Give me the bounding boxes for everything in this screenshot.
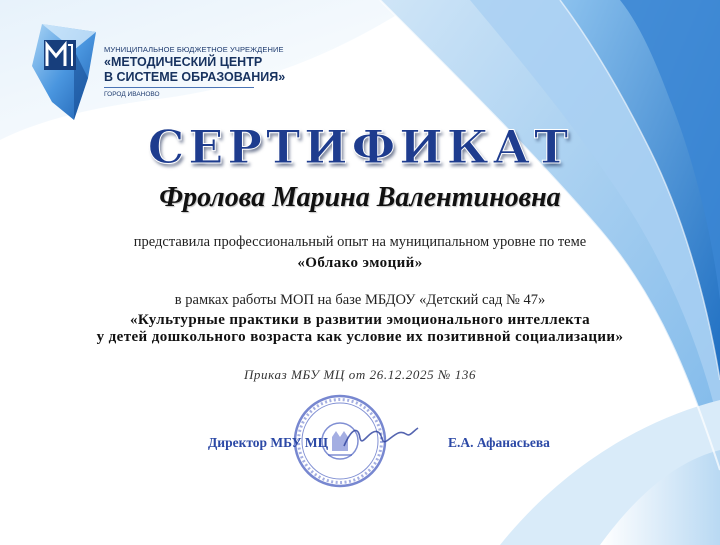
certificate-title: СЕРТИФИКАТ <box>147 120 573 174</box>
director-name: Е.А. Афанасьева <box>448 435 550 450</box>
organization-line-2: «МЕТОДИЧЕСКИЙ ЦЕНТР <box>104 55 263 69</box>
organization-divider <box>104 87 254 88</box>
presented-text: представила профессиональный опыт на муниципальном уровне по теме <box>133 234 587 250</box>
organization-line-1: МУНИЦИПАЛЬНОЕ БЮДЖЕТНОЕ УЧРЕЖДЕНИЕ <box>104 45 284 54</box>
signature-icon <box>340 418 420 458</box>
organization-line-3: В СИСТЕМЕ ОБРАЗОВАНИЯ» <box>104 70 286 84</box>
topic-title: «Облако эмоций» <box>297 255 423 271</box>
director-title: Директор МБУ МЦ <box>208 435 329 450</box>
project-title-line-2: у детей дошкольного возраста как условие их позитивной социализации» <box>96 329 624 345</box>
recipient-name: Фролова Марина Валентиновна <box>159 182 561 213</box>
organization-city: ГОРОД ИВАНОВО <box>104 91 160 98</box>
order-reference: Приказ МБУ МЦ от 26.12.2025 № 136 <box>243 367 477 382</box>
mc-crystal-logo-icon <box>28 20 100 122</box>
project-title-line-1: «Культурные практики в развитии эмоционального интеллекта <box>129 312 591 328</box>
framework-text: в рамках работы МОП на базе МБДОУ «Детский сад № 47» <box>174 292 546 308</box>
